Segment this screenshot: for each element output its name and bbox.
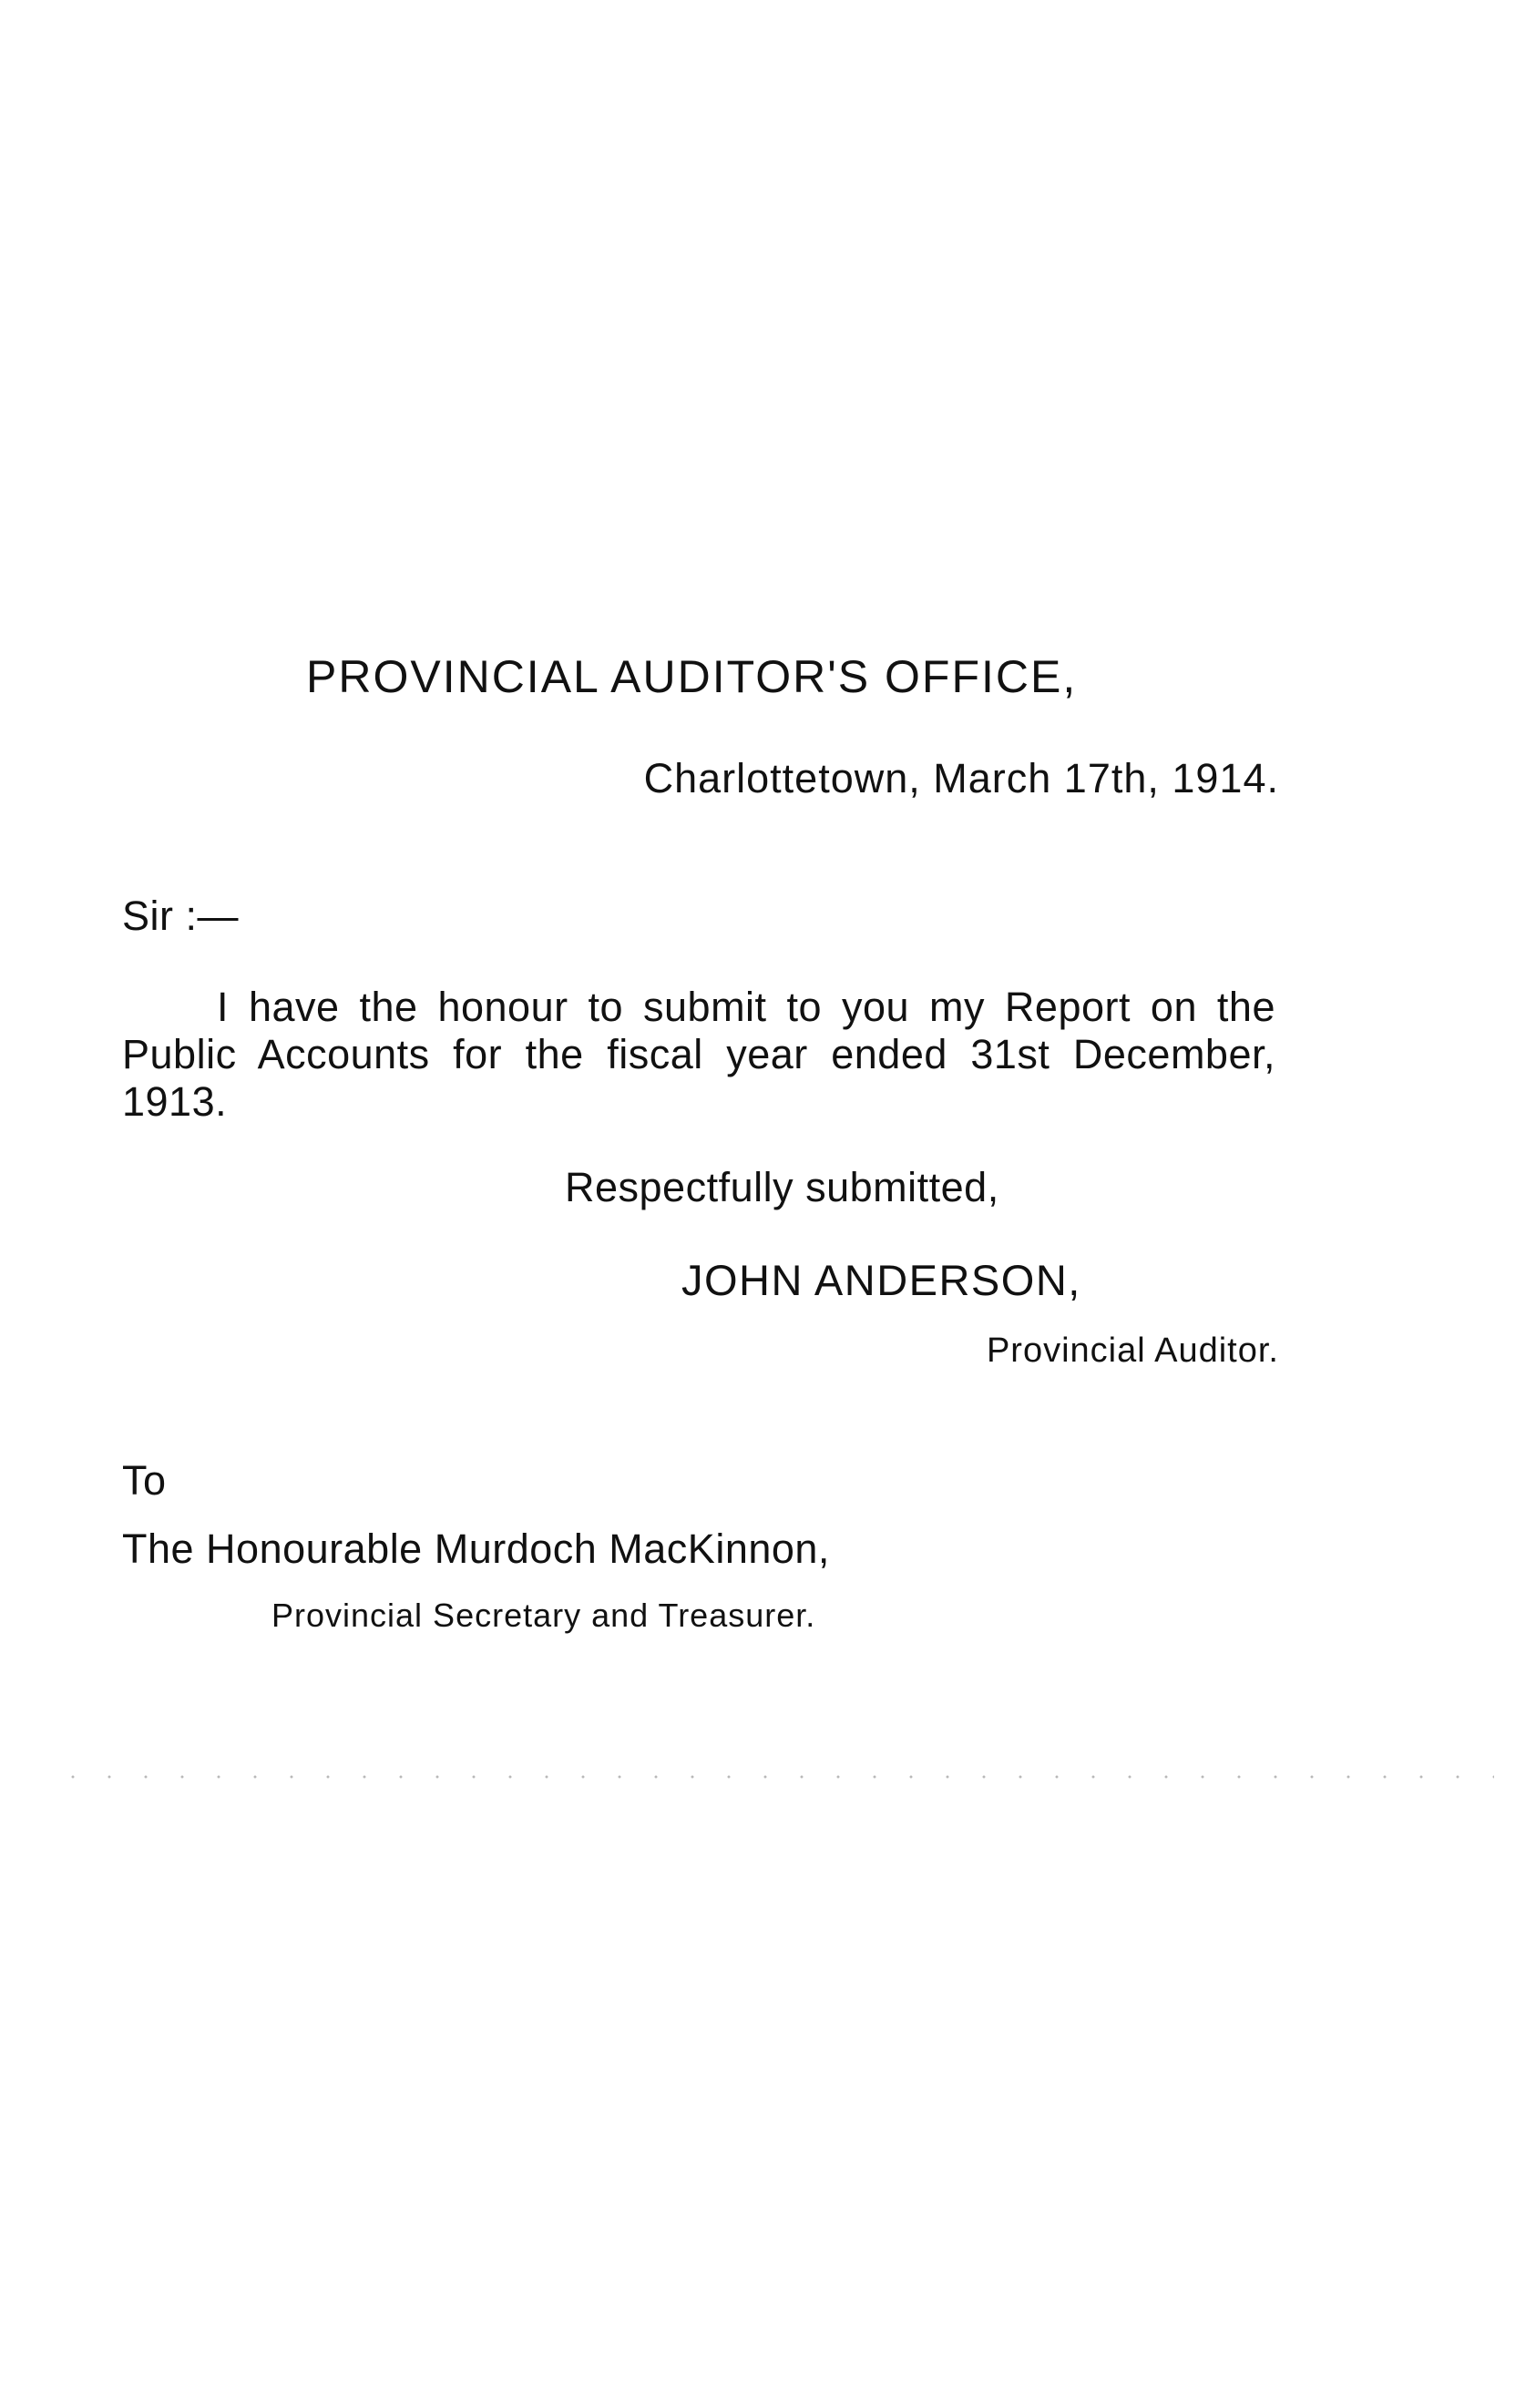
body-paragraph: I have the honour to submit to you my Report on the Public Accounts for the fiscal year ended 31st December, 1913. xyxy=(122,984,1275,1125)
salutation: Sir :— xyxy=(122,893,240,939)
closing: Respectfully submitted, xyxy=(565,1164,999,1210)
office-heading: PROVINCIAL AUDITOR'S OFFICE, xyxy=(306,651,1078,702)
to-label: To xyxy=(122,1457,167,1504)
addressee-title: Provincial Secretary and Treasurer. xyxy=(271,1597,816,1634)
signer-name: JOHN ANDERSON, xyxy=(681,1256,1081,1304)
letter-body xyxy=(122,984,1275,1126)
dateline: Charlottetown, March 17th, 1914. xyxy=(643,755,1279,801)
addressee-name: The Honourable Murdoch MacKinnon, xyxy=(122,1525,830,1572)
signer-title: Provincial Auditor. xyxy=(986,1332,1279,1370)
dotted-rule xyxy=(55,1775,1494,1779)
